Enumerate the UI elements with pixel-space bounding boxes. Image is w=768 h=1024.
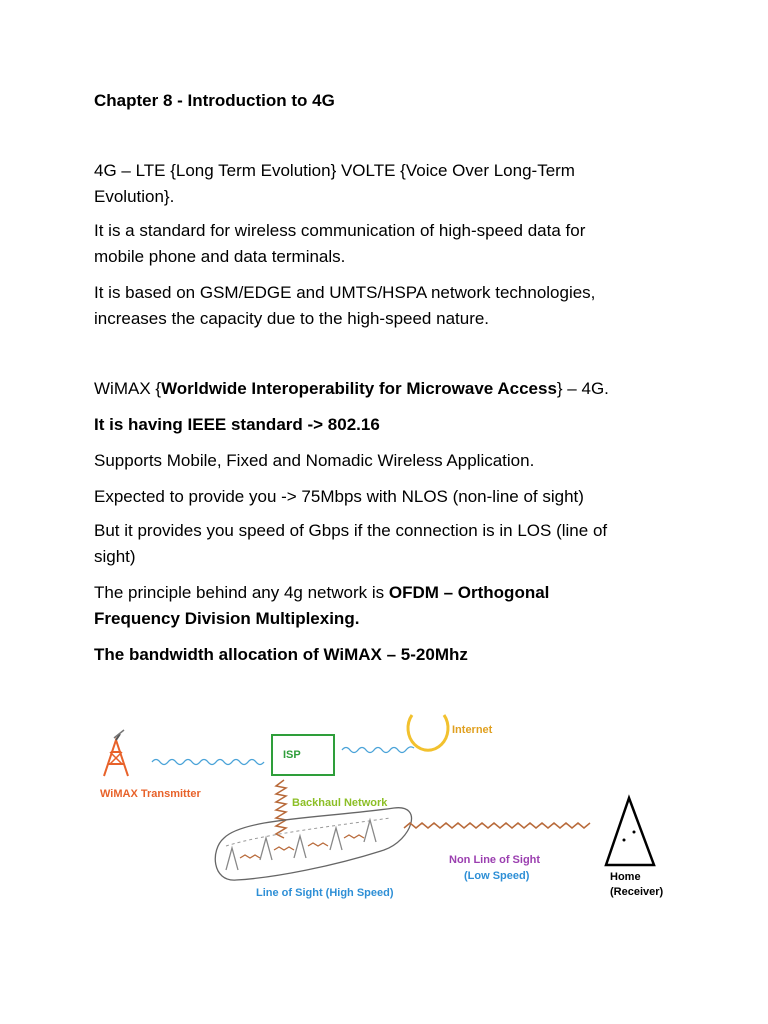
wave-transmitter-isp xyxy=(152,760,264,765)
supports-line: Supports Mobile, Fixed and Nomadic Wireless Application. xyxy=(94,451,535,470)
gbps-line-1: But it provides you speed of Gbps if the connection is in LOS (line of xyxy=(94,521,608,540)
lte-line-2: Evolution}. xyxy=(94,187,175,206)
lte-line-1: 4G – LTE {Long Term Evolution} VOLTE {Voice Over Long-Term xyxy=(94,161,575,180)
wave-isp-internet xyxy=(342,747,414,753)
zigzag-isp-backhaul xyxy=(276,780,286,838)
ieee-standard: It is having IEEE standard -> 802.16 xyxy=(94,415,380,434)
backhaul-label: Backhaul Network xyxy=(292,797,388,809)
home-receiver-icon xyxy=(606,798,654,865)
standard-line-2: mobile phone and data terminals. xyxy=(94,247,346,266)
principle-prefix: The principle behind any 4g network is xyxy=(94,583,389,602)
gbps-line-2: sight) xyxy=(94,547,136,566)
document-title: Chapter 8 - Introduction to 4G xyxy=(94,91,335,110)
expected-line: Expected to provide you -> 75Mbps with NLOS (non-line of sight) xyxy=(94,487,584,506)
transmitter-label: WiMAX Transmitter xyxy=(100,788,201,800)
gsm-line-1: It is based on GSM/EDGE and UMTS/HSPA network technologies, xyxy=(94,283,596,302)
bandwidth-line: The bandwidth allocation of WiMAX – 5-20Mhz xyxy=(94,645,468,664)
zigzag-nlos xyxy=(404,823,590,828)
gsm-line-2: increases the capacity due to the high-speed nature. xyxy=(94,309,490,328)
isp-label: ISP xyxy=(283,749,301,761)
principle-ofdm: OFDM – Orthogonal xyxy=(388,583,550,602)
wimax-network-diagram xyxy=(94,700,684,915)
los-label: Line of Sight (High Speed) xyxy=(256,887,394,899)
receiver-label: (Receiver) xyxy=(610,886,664,898)
wimax-suffix: } – 4G. xyxy=(556,379,609,398)
wimax-definition xyxy=(94,376,609,402)
backhaul-towers-icon xyxy=(226,820,376,870)
low-speed-label: (Low Speed) xyxy=(464,870,530,882)
nlos-label: Non Line of Sight xyxy=(449,854,541,866)
wimax-prefix: WiMAX { xyxy=(94,379,162,398)
home-label: Home xyxy=(610,871,641,883)
isp-box xyxy=(272,735,334,775)
principle-line-2: Frequency Division Multiplexing. xyxy=(94,609,360,628)
transmitter-tower-icon xyxy=(104,730,128,776)
internet-sun-icon xyxy=(408,715,448,750)
wimax-expansion: Worldwide Interoperability for Microwave Access xyxy=(161,379,557,398)
principle-line-1 xyxy=(94,580,549,606)
internet-label: Internet xyxy=(452,724,493,736)
standard-line-1: It is a standard for wireless communication of high-speed data for xyxy=(94,221,586,240)
